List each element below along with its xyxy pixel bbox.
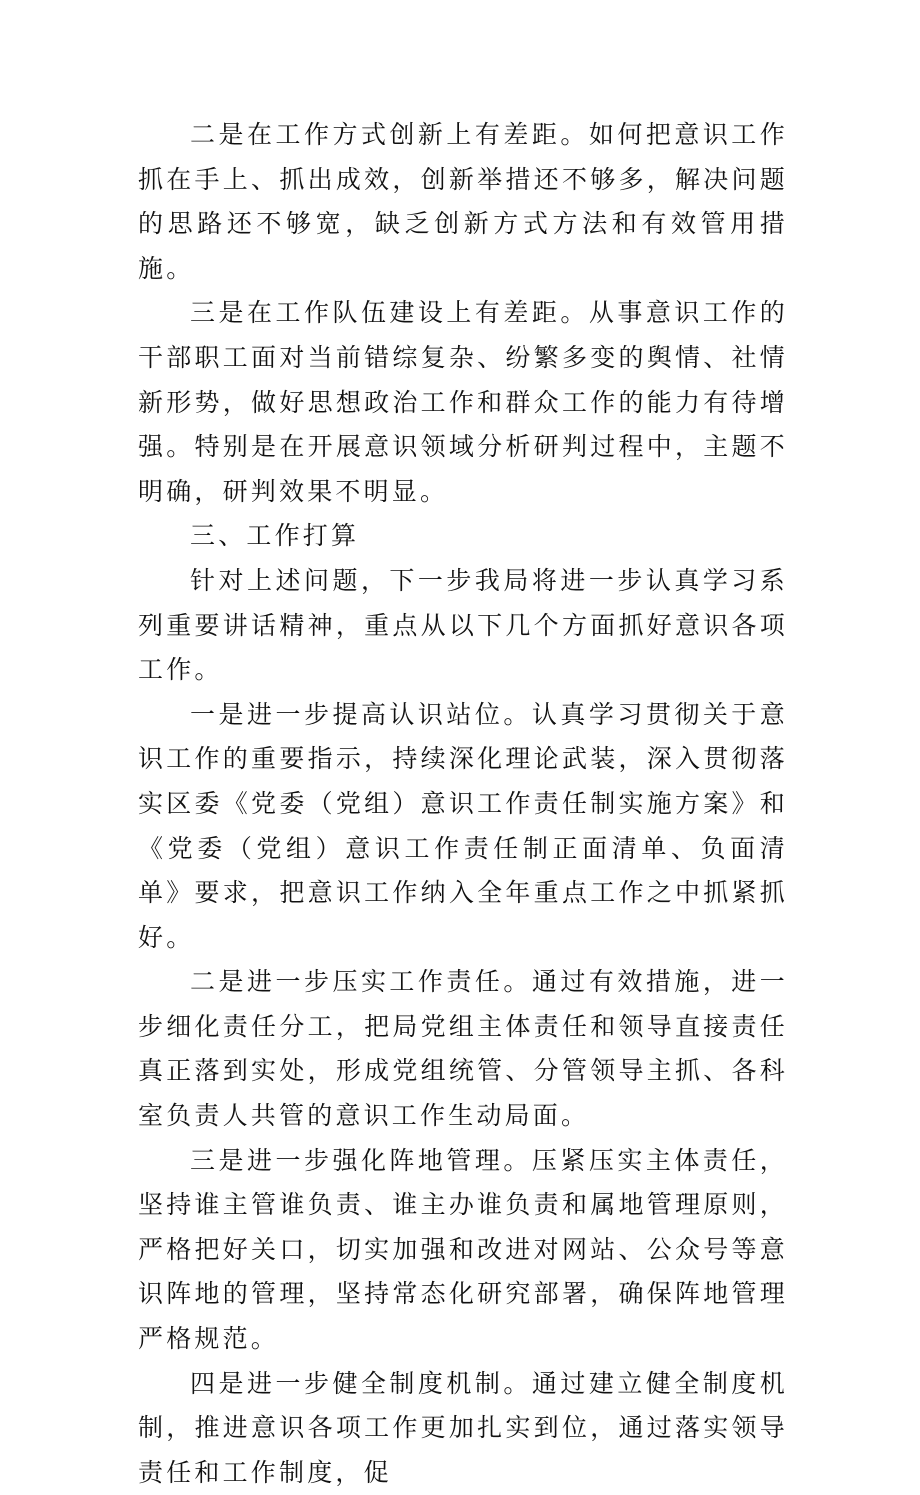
document-body xyxy=(138,113,788,1495)
paragraph-innovation-gap: 二是在工作方式创新上有差距。如何把意识工作抓在手上、抓出成效，创新举措还不够多，解决问题的思路还不够宽，缺乏创新方式方法和有效管用措施。 xyxy=(138,120,788,283)
section-heading-work-plan: 三、工作打算 xyxy=(190,521,360,551)
paragraph-plan-item-2: 二是进一步压实工作责任。通过有效措施，进一步细化责任分工，把局党组主体责任和领导直接责任真正落到实处，形成党组统管、分管领导主抓、各科室负责人共管的意识工作生动局面。 xyxy=(138,967,788,1131)
paragraph-plan-intro: 针对上述问题，下一步我局将进一步认真学习系列重要讲话精神，重点从以下几个方面抓好意识各项工作。 xyxy=(138,565,788,685)
paragraph-plan-item-4: 四是进一步健全制度机制。通过建立健全制度机制，推进意识各项工作更加扎实到位，通过落实领导责任和工作制度，促 xyxy=(138,1368,788,1487)
paragraph-team-gap: 三是在工作队伍建设上有差距。从事意识工作的干部职工面对当前错综复杂、纷繁多变的舆情、社情新形势，做好思想政治工作和群众工作的能力有待增强。特别是在开展意识领域分析研判过程中，主题不明确，研判效果不明显。 xyxy=(138,298,788,506)
paragraph-plan-item-1: 一是进一步提高认识站位。认真学习贯彻关于意识工作的重要指示，持续深化理论武装，深入贯彻落实区委《党委（党组）意识工作责任制实施方案》和《党委（党组）意识工作责任制正面清单、负面清单》要求，把意识工作纳入全年重点工作之中抓紧抓好。 xyxy=(138,699,788,952)
paragraph-plan-item-3: 三是进一步强化阵地管理。压紧压实主体责任，坚持谁主管谁负责、谁主办谁负责和属地管理原则，严格把好关口，切实加强和改进对网站、公众号等意识阵地的管理，坚持常态化研究部署，确保阵地管理严格规范。 xyxy=(138,1145,788,1354)
